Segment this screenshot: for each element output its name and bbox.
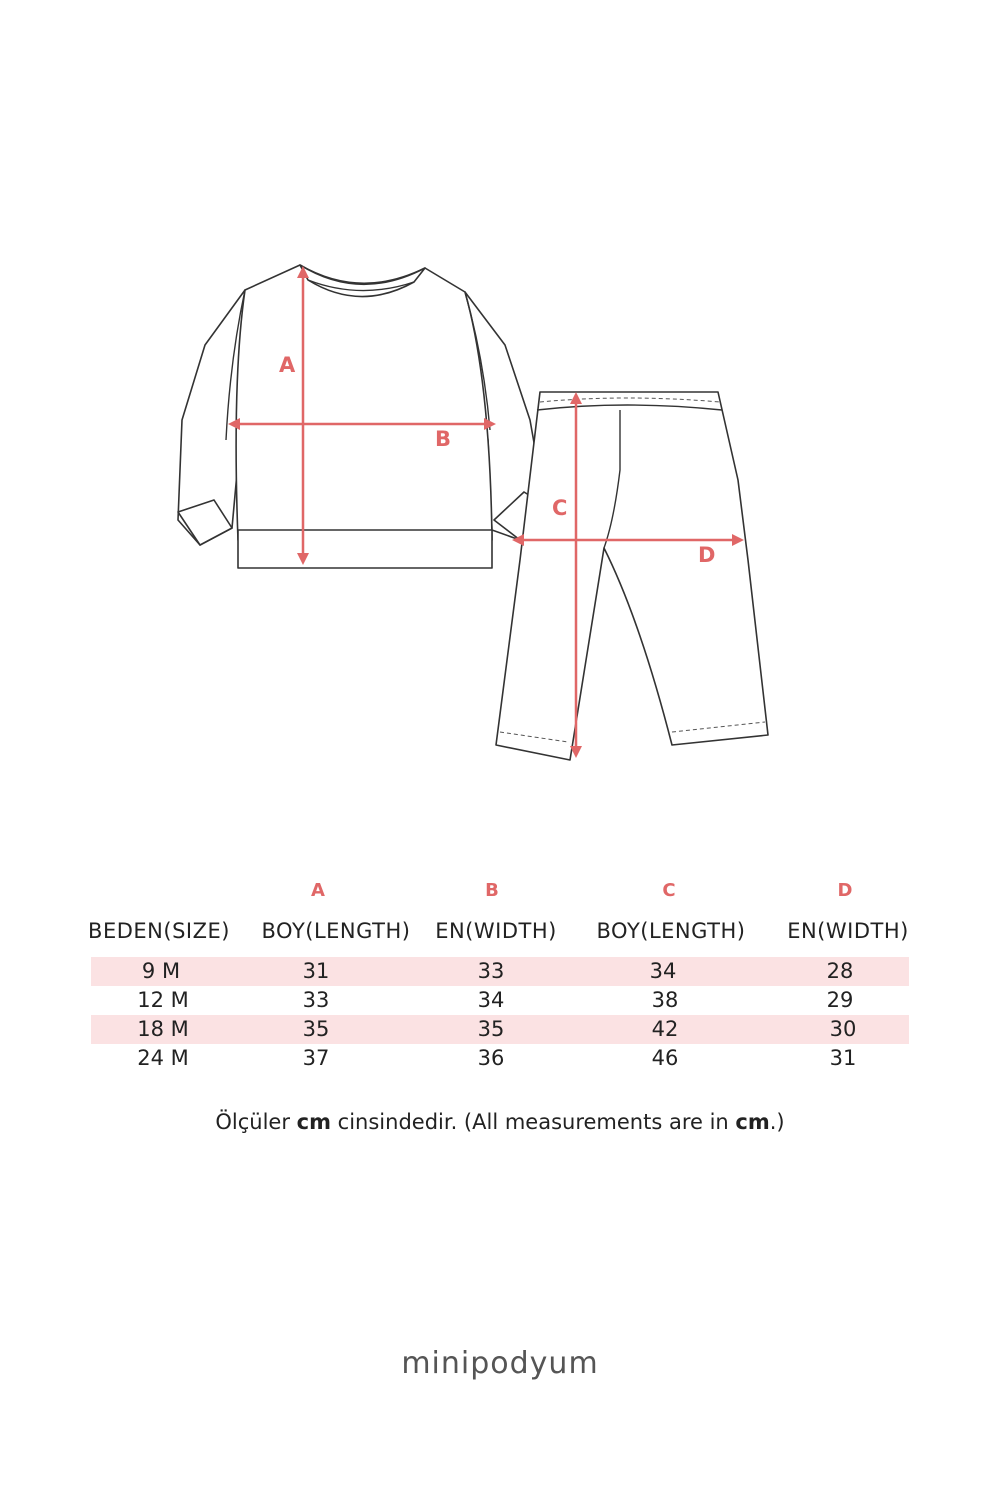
table-row <box>91 986 909 1015</box>
header-length-c: BOY(LENGTH) <box>596 919 746 943</box>
table-row <box>91 1044 909 1073</box>
cell-size: 12 M <box>137 988 189 1012</box>
size-table <box>88 875 909 1073</box>
sweatshirt-drawing <box>178 265 545 568</box>
pants-drawing <box>496 392 768 760</box>
header-width-d: EN(WIDTH) <box>787 919 909 943</box>
cell-size: 24 M <box>137 1046 189 1070</box>
table-row <box>91 957 909 986</box>
cell-length-a: 33 <box>302 988 330 1012</box>
cell-width-b: 35 <box>477 1017 505 1041</box>
cell-width-d: 28 <box>826 959 854 983</box>
footnote-unit: cm <box>296 1110 331 1134</box>
cell-length-a: 37 <box>302 1046 330 1070</box>
label-c: C <box>552 496 568 520</box>
cell-width-b: 34 <box>477 988 505 1012</box>
cell-width-d: 31 <box>829 1046 857 1070</box>
footnote-middle: cinsindedir. (All measurements are in <box>331 1110 736 1134</box>
cell-length-a: 31 <box>302 959 330 983</box>
column-letter-a: A <box>311 880 325 901</box>
label-a: A <box>279 353 296 377</box>
cell-size: 18 M <box>137 1017 189 1041</box>
footnote-prefix: Ölçüler <box>215 1110 297 1134</box>
cell-length-c: 42 <box>651 1017 679 1041</box>
brand-logo <box>0 1346 1000 1381</box>
column-letter-c: C <box>662 880 676 901</box>
footnote-unit-2: cm <box>735 1110 770 1134</box>
table-row <box>91 1015 909 1044</box>
cell-length-a: 35 <box>302 1017 330 1041</box>
footnote-suffix: .) <box>769 1110 785 1134</box>
cell-width-b: 36 <box>477 1046 505 1070</box>
label-d: D <box>698 543 716 567</box>
header-width-b: EN(WIDTH) <box>435 919 557 943</box>
cell-length-c: 46 <box>651 1046 679 1070</box>
cell-width-d: 30 <box>829 1017 857 1041</box>
column-letter-d: D <box>837 880 853 901</box>
header-length-a: BOY(LENGTH) <box>261 919 411 943</box>
measurement-footnote <box>0 1110 1000 1134</box>
cell-length-c: 34 <box>649 959 677 983</box>
cell-length-c: 38 <box>651 988 679 1012</box>
column-letter-b: B <box>485 880 499 901</box>
brand-logo-text: minipodyum <box>401 1346 599 1381</box>
cell-width-d: 29 <box>826 988 854 1012</box>
cell-size: 9 M <box>141 959 181 983</box>
label-b: B <box>435 427 452 451</box>
cell-width-b: 33 <box>477 959 505 983</box>
column-letter-row <box>91 875 909 915</box>
table-header-row <box>88 915 909 957</box>
header-size: BEDEN(SIZE) <box>88 919 230 943</box>
